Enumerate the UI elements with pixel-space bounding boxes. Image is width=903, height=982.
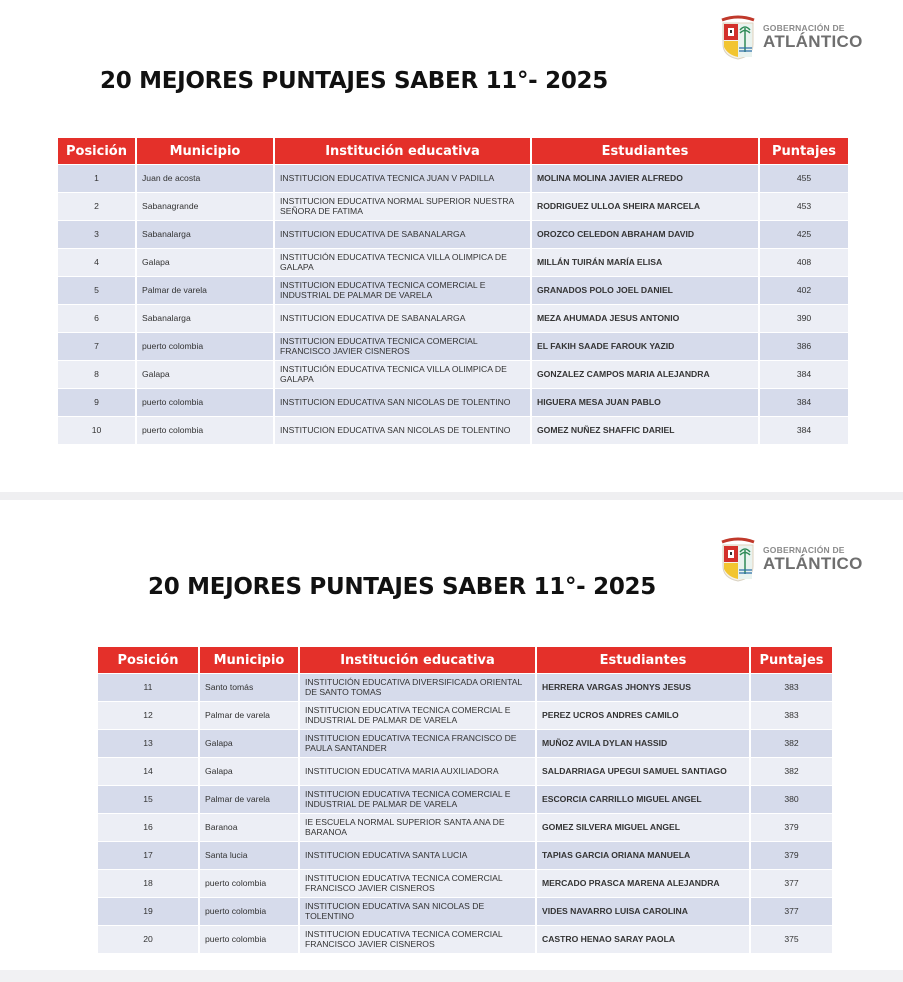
table-row — [98, 926, 832, 954]
table-row — [58, 277, 848, 305]
student-cell: TAPIAS GARCIA ORIANA MANUELA — [536, 842, 750, 870]
score-cell: 455 — [759, 165, 848, 193]
score-cell: 384 — [759, 361, 848, 389]
municipality-cell: Santa lucia — [199, 842, 299, 870]
table-row — [58, 193, 848, 221]
student-cell: HIGUERA MESA JUAN PABLO — [531, 389, 759, 417]
municipality-cell: Palmar de varela — [136, 277, 274, 305]
score-cell: 377 — [750, 870, 832, 898]
municipality-cell: Baranoa — [199, 814, 299, 842]
institution-cell: INSTITUCION EDUCATIVA SAN NICOLAS DE TOLENTINO — [274, 389, 531, 417]
column-header-scores: Puntajes — [750, 647, 832, 674]
institution-cell: INSTITUCION EDUCATIVA TECNICA FRANCISCO DE PAULA SANTANDER — [299, 730, 536, 758]
slide-divider — [0, 492, 903, 500]
municipality-cell: Santo tomás — [199, 674, 299, 702]
table-row — [98, 702, 832, 730]
table-row — [98, 730, 832, 758]
municipality-cell: Sabanagrande — [136, 193, 274, 221]
municipality-cell: Juan de acosta — [136, 165, 274, 193]
municipality-cell: puerto colombia — [199, 926, 299, 954]
score-cell: 453 — [759, 193, 848, 221]
score-cell: 380 — [750, 786, 832, 814]
municipality-cell: Galapa — [136, 249, 274, 277]
municipality-cell: Sabanalarga — [136, 305, 274, 333]
institution-cell: INSTITUCION EDUCATIVA TECNICA COMERCIAL FRANCISCO JAVIER CISNEROS — [299, 870, 536, 898]
score-cell: 377 — [750, 898, 832, 926]
table-row — [58, 333, 848, 361]
institution-cell: INSTITUCION EDUCATIVA SANTA LUCIA — [299, 842, 536, 870]
table-row — [58, 361, 848, 389]
position-cell: 12 — [98, 702, 199, 730]
student-cell: GOMEZ NUÑEZ SHAFFIC DARIEL — [531, 417, 759, 445]
position-cell: 5 — [58, 277, 136, 305]
column-header-scores: Puntajes — [759, 138, 848, 165]
score-cell: 379 — [750, 842, 832, 870]
score-cell: 375 — [750, 926, 832, 954]
municipality-cell: Palmar de varela — [199, 786, 299, 814]
position-cell: 3 — [58, 221, 136, 249]
logo-line-2: ATLÁNTICO — [763, 32, 863, 52]
table-row — [98, 870, 832, 898]
score-cell: 382 — [750, 730, 832, 758]
student-cell: GONZALEZ CAMPOS MARIA ALEJANDRA — [531, 361, 759, 389]
score-cell: 390 — [759, 305, 848, 333]
table-row — [98, 898, 832, 926]
position-cell: 18 — [98, 870, 199, 898]
slide-title: 20 MEJORES PUNTAJES SABER 11°- 2025 — [100, 68, 608, 94]
position-cell: 11 — [98, 674, 199, 702]
institution-cell: INSTITUCION EDUCATIVA TECNICA COMERCIAL E INDUSTRIAL DE PALMAR DE VARELA — [274, 277, 531, 305]
logo-line-1: GOBERNACIÓN DE — [763, 22, 845, 33]
position-cell: 6 — [58, 305, 136, 333]
student-cell: MERCADO PRASCA MARENA ALEJANDRA — [536, 870, 750, 898]
municipality-cell: Galapa — [136, 361, 274, 389]
institution-cell: IE ESCUELA NORMAL SUPERIOR SANTA ANA DE BARANOA — [299, 814, 536, 842]
position-cell: 16 — [98, 814, 199, 842]
student-cell: GOMEZ SILVERA MIGUEL ANGEL — [536, 814, 750, 842]
student-cell: MOLINA MOLINA JAVIER ALFREDO — [531, 165, 759, 193]
student-cell: GRANADOS POLO JOEL DANIEL — [531, 277, 759, 305]
position-cell: 15 — [98, 786, 199, 814]
score-cell: 382 — [750, 758, 832, 786]
institution-cell: INSTITUCION EDUCATIVA TECNICA COMERCIAL E INDUSTRIAL DE PALMAR DE VARELA — [299, 786, 536, 814]
column-header-students: Estudiantes — [531, 138, 759, 165]
position-cell: 20 — [98, 926, 199, 954]
score-cell: 384 — [759, 389, 848, 417]
table-row — [58, 417, 848, 445]
position-cell: 10 — [58, 417, 136, 445]
student-cell: MILLÁN TUIRÁN MARÍA ELISA — [531, 249, 759, 277]
score-cell: 408 — [759, 249, 848, 277]
student-cell: OROZCO CELEDON ABRAHAM DAVID — [531, 221, 759, 249]
slide-top-11-20 — [0, 500, 903, 970]
municipality-cell: puerto colombia — [136, 389, 274, 417]
score-cell: 379 — [750, 814, 832, 842]
student-cell: EL FAKIH SAADE FAROUK YAZID — [531, 333, 759, 361]
score-cell: 425 — [759, 221, 848, 249]
student-cell: ESCORCIA CARRILLO MIGUEL ANGEL — [536, 786, 750, 814]
position-cell: 13 — [98, 730, 199, 758]
institution-cell: INSTITUCIÓN EDUCATIVA DIVERSIFICADA ORIENTAL DE SANTO TOMAS — [299, 674, 536, 702]
table-row — [58, 221, 848, 249]
municipality-cell: Galapa — [199, 758, 299, 786]
logo-line-1: GOBERNACIÓN DE — [763, 544, 845, 555]
ranking-table — [58, 138, 848, 444]
logo-line-2: ATLÁNTICO — [763, 554, 863, 574]
table-header-row — [58, 138, 848, 165]
institution-cell: INSTITUCION EDUCATIVA TECNICA COMERCIAL FRANCISCO JAVIER CISNEROS — [299, 926, 536, 954]
column-header-institution: Institución educativa — [274, 138, 531, 165]
score-cell: 383 — [750, 702, 832, 730]
ranking-table — [98, 647, 832, 953]
table-row — [98, 674, 832, 702]
student-cell: HERRERA VARGAS JHONYS JESUS — [536, 674, 750, 702]
institution-cell: INSTITUCION EDUCATIVA MARIA AUXILIADORA — [299, 758, 536, 786]
table-row — [98, 758, 832, 786]
score-cell: 383 — [750, 674, 832, 702]
municipality-cell: puerto colombia — [199, 870, 299, 898]
institution-cell: INSTITUCION EDUCATIVA TECNICA JUAN V PADILLA — [274, 165, 531, 193]
position-cell: 1 — [58, 165, 136, 193]
coat-of-arms-icon — [718, 14, 758, 60]
position-cell: 7 — [58, 333, 136, 361]
column-header-municipality: Municipio — [136, 138, 274, 165]
position-cell: 4 — [58, 249, 136, 277]
institution-cell: INSTITUCION EDUCATIVA DE SABANALARGA — [274, 221, 531, 249]
student-cell: PEREZ UCROS ANDRES CAMILO — [536, 702, 750, 730]
institution-cell: INSTITUCION EDUCATIVA NORMAL SUPERIOR NUESTRA SEÑORA DE FATIMA — [274, 193, 531, 221]
gobernacion-logo — [718, 14, 863, 60]
table-header-row — [98, 647, 832, 674]
position-cell: 9 — [58, 389, 136, 417]
municipality-cell: Galapa — [199, 730, 299, 758]
column-header-institution: Institución educativa — [299, 647, 536, 674]
position-cell: 14 — [98, 758, 199, 786]
municipality-cell: puerto colombia — [136, 333, 274, 361]
table-row — [98, 842, 832, 870]
column-header-position: Posición — [58, 138, 136, 165]
position-cell: 8 — [58, 361, 136, 389]
student-cell: MUÑOZ AVILA DYLAN HASSID — [536, 730, 750, 758]
score-cell: 402 — [759, 277, 848, 305]
table-row — [58, 389, 848, 417]
column-header-position: Posición — [98, 647, 199, 674]
institution-cell: INSTITUCIÓN EDUCATIVA TECNICA VILLA OLIMPICA DE GALAPA — [274, 249, 531, 277]
municipality-cell: Palmar de varela — [199, 702, 299, 730]
table-row — [98, 786, 832, 814]
student-cell: SALDARRIAGA UPEGUI SAMUEL SANTIAGO — [536, 758, 750, 786]
slide-title: 20 MEJORES PUNTAJES SABER 11°- 2025 — [148, 574, 656, 600]
student-cell: VIDES NAVARRO LUISA CAROLINA — [536, 898, 750, 926]
institution-cell: INSTITUCION EDUCATIVA SAN NICOLAS DE TOLENTINO — [299, 898, 536, 926]
institution-cell: INSTITUCION EDUCATIVA DE SABANALARGA — [274, 305, 531, 333]
position-cell: 2 — [58, 193, 136, 221]
position-cell: 19 — [98, 898, 199, 926]
table-row — [58, 305, 848, 333]
column-header-municipality: Municipio — [199, 647, 299, 674]
gobernacion-logo — [718, 536, 863, 582]
score-cell: 384 — [759, 417, 848, 445]
institution-cell: INSTITUCION EDUCATIVA TECNICA COMERCIAL E INDUSTRIAL DE PALMAR DE VARELA — [299, 702, 536, 730]
coat-of-arms-icon — [718, 536, 758, 582]
student-cell: CASTRO HENAO SARAY PAOLA — [536, 926, 750, 954]
table-row — [58, 249, 848, 277]
municipality-cell: Sabanalarga — [136, 221, 274, 249]
student-cell: MEZA AHUMADA JESUS ANTONIO — [531, 305, 759, 333]
score-cell: 386 — [759, 333, 848, 361]
position-cell: 17 — [98, 842, 199, 870]
institution-cell: INSTITUCION EDUCATIVA TECNICA COMERCIAL FRANCISCO JAVIER CISNEROS — [274, 333, 531, 361]
institution-cell: INSTITUCION EDUCATIVA SAN NICOLAS DE TOLENTINO — [274, 417, 531, 445]
municipality-cell: puerto colombia — [199, 898, 299, 926]
student-cell: RODRIGUEZ ULLOA SHEIRA MARCELA — [531, 193, 759, 221]
column-header-students: Estudiantes — [536, 647, 750, 674]
table-row — [98, 814, 832, 842]
institution-cell: INSTITUCIÓN EDUCATIVA TECNICA VILLA OLIMPICA DE GALAPA — [274, 361, 531, 389]
municipality-cell: puerto colombia — [136, 417, 274, 445]
table-row — [58, 165, 848, 193]
bottom-edge — [0, 970, 903, 982]
